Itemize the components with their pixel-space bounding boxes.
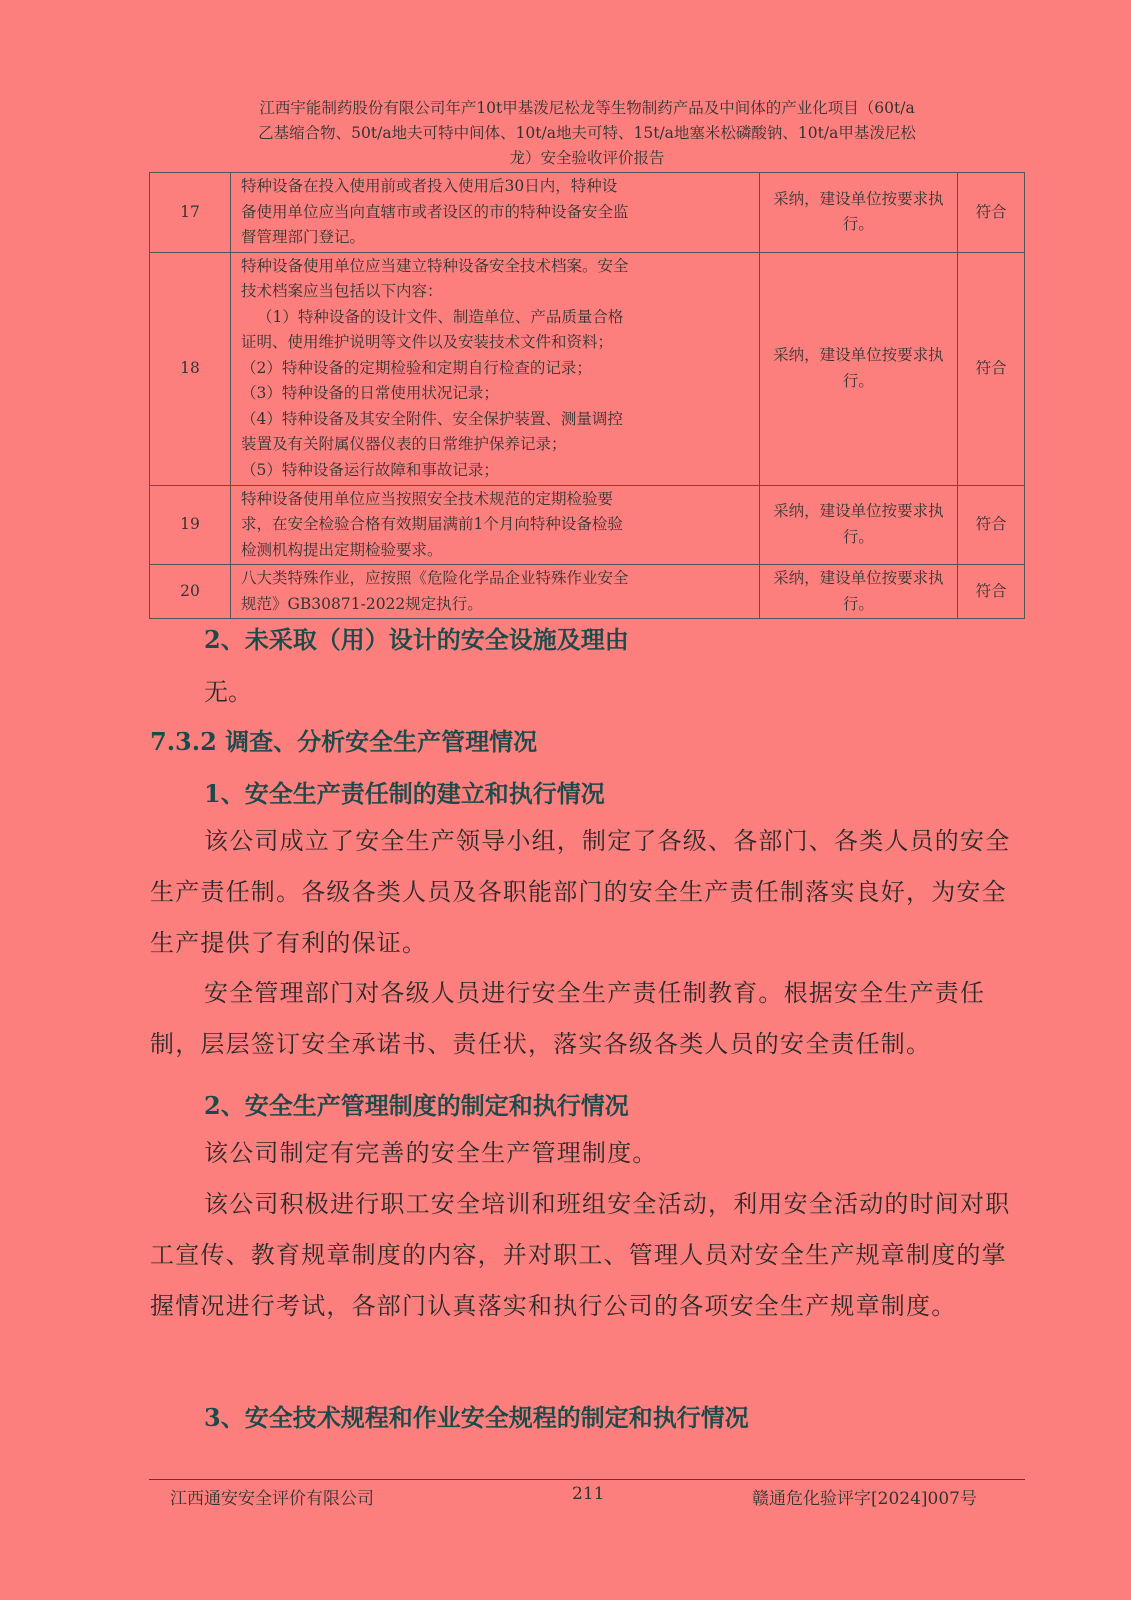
- requirement-line: （2）特种设备的定期检验和定期自行检查的记录；: [241, 358, 592, 377]
- footer-company: 江西通安安全评价有限公司: [170, 1489, 374, 1509]
- requirement-line: 特种设备在投入使用前或者投入使用后30日内，特种设: [241, 177, 618, 195]
- heading-responsibility-system: 1、安全生产责任制的建立和执行情况: [204, 779, 605, 808]
- footer-document-number: 赣通危化验评字[2024]007号: [752, 1489, 977, 1509]
- requirement-line: 检测机构提出定期检验要求。: [241, 540, 443, 559]
- requirement-line: （5）特种设备运行故障和事故记录；: [241, 460, 499, 479]
- paragraph-responsibility: 该公司成立了安全生产领导小组，制定了各级、各部门、各类人员的安全生产责任制。各级各类人员及各职能部门的安全生产责任制落实良好，为安全生产提供了有利的保证。: [150, 827, 1011, 957]
- row-requirement: [231, 252, 760, 485]
- requirement-line: （1）特种设备的设计文件、制造单位、产品质量合格: [257, 307, 624, 326]
- requirement-line: 装置及有关附属仪器仪表的日常维护保养记录；: [241, 435, 567, 454]
- header-line-2: 乙基缩合物、50t/a地夫可特中间体、10t/a地夫可特、15t/a地塞米松磷酸钠、10t/a甲基泼尼松: [258, 124, 916, 142]
- row-requirement: [231, 565, 760, 619]
- row-measure: 采纳，建设单位按要求执行。: [759, 565, 957, 619]
- requirement-line: 特种设备使用单位应当按照安全技术规范的定期检验要: [241, 489, 614, 508]
- requirement-line: （4）特种设备及其安全附件、安全保护装置、测量调控: [241, 409, 623, 428]
- row-measure: 采纳，建设单位按要求执行。: [759, 252, 957, 485]
- heading-operating-procedures: 3、安全技术规程和作业安全规程的制定和执行情况: [204, 1403, 749, 1432]
- row-number: 19: [150, 485, 231, 565]
- row-measure: 采纳，建设单位按要求执行。: [759, 485, 957, 565]
- row-number: 18: [150, 252, 231, 485]
- heading-unadopted-facilities: 2、未采取（用）设计的安全设施及理由: [204, 625, 629, 654]
- row-result: 符合: [958, 252, 1025, 485]
- requirement-line: 八大类特殊作业，应按照《危险化学品企业特殊作业安全: [241, 569, 629, 587]
- none-text: 无。: [204, 678, 252, 706]
- table-row: [150, 485, 1025, 565]
- row-number: 20: [150, 565, 231, 619]
- page-header: [150, 96, 1024, 171]
- requirement-line: 督管理部门登记。: [241, 228, 366, 246]
- row-result: 符合: [958, 173, 1025, 253]
- header-line-1: 江西宇能制药股份有限公司年产10t甲基泼尼松龙等生物制药产品及中间体的产业化项目（60t/a: [259, 99, 915, 117]
- table-row: [150, 565, 1025, 619]
- footer-page-number: 211: [572, 1484, 605, 1504]
- requirement-line: 特种设备使用单位应当建立特种设备安全技术档案。安全: [241, 256, 629, 275]
- row-requirement: [231, 173, 760, 253]
- table-row: [150, 173, 1025, 253]
- heading-management-system: 2、安全生产管理制度的制定和执行情况: [204, 1091, 629, 1120]
- row-requirement: [231, 485, 760, 565]
- row-measure: 采纳，建设单位按要求执行。: [759, 173, 957, 253]
- paragraph-responsibility-education: 安全管理部门对各级人员进行安全生产责任制教育。根据安全生产责任制，层层签订安全承诺书、责任状，落实各级各类人员的安全责任制。: [150, 979, 986, 1058]
- requirement-line: 规范》GB30871-2022规定执行。: [241, 594, 483, 613]
- requirement-line: 证明、使用维护说明等文件以及安装技术文件和资料；: [241, 333, 614, 352]
- requirements-table: [149, 172, 1025, 619]
- header-line-3: 龙）安全验收评价报告: [509, 149, 665, 167]
- requirement-line: 技术档案应当包括以下内容：: [241, 282, 443, 301]
- table-row: [150, 252, 1025, 485]
- requirement-line: 备使用单位应当向直辖市或者设区的市的特种设备安全监: [241, 202, 629, 221]
- footer-rule: [149, 1479, 1025, 1480]
- row-result: 符合: [958, 565, 1025, 619]
- paragraph-training: 该公司积极进行职工安全培训和班组安全活动，利用安全活动的时间对职工宣传、教育规章制度的内容，并对职工、管理人员对安全生产规章制度的掌握情况进行考试，各部门认真落实和执行公司的各项安全生产规章制度。: [150, 1190, 1011, 1320]
- requirement-line: （3）特种设备的日常使用状况记录；: [241, 384, 499, 403]
- row-result: 符合: [958, 485, 1025, 565]
- section-title: 7.3.2 调查、分析安全生产管理情况: [150, 727, 538, 756]
- requirement-line: 求，在安全检验合格有效期届满前1个月向特种设备检验: [241, 515, 623, 533]
- paragraph-management-system: 该公司制定有完善的安全生产管理制度。: [204, 1139, 658, 1167]
- row-number: 17: [150, 173, 231, 253]
